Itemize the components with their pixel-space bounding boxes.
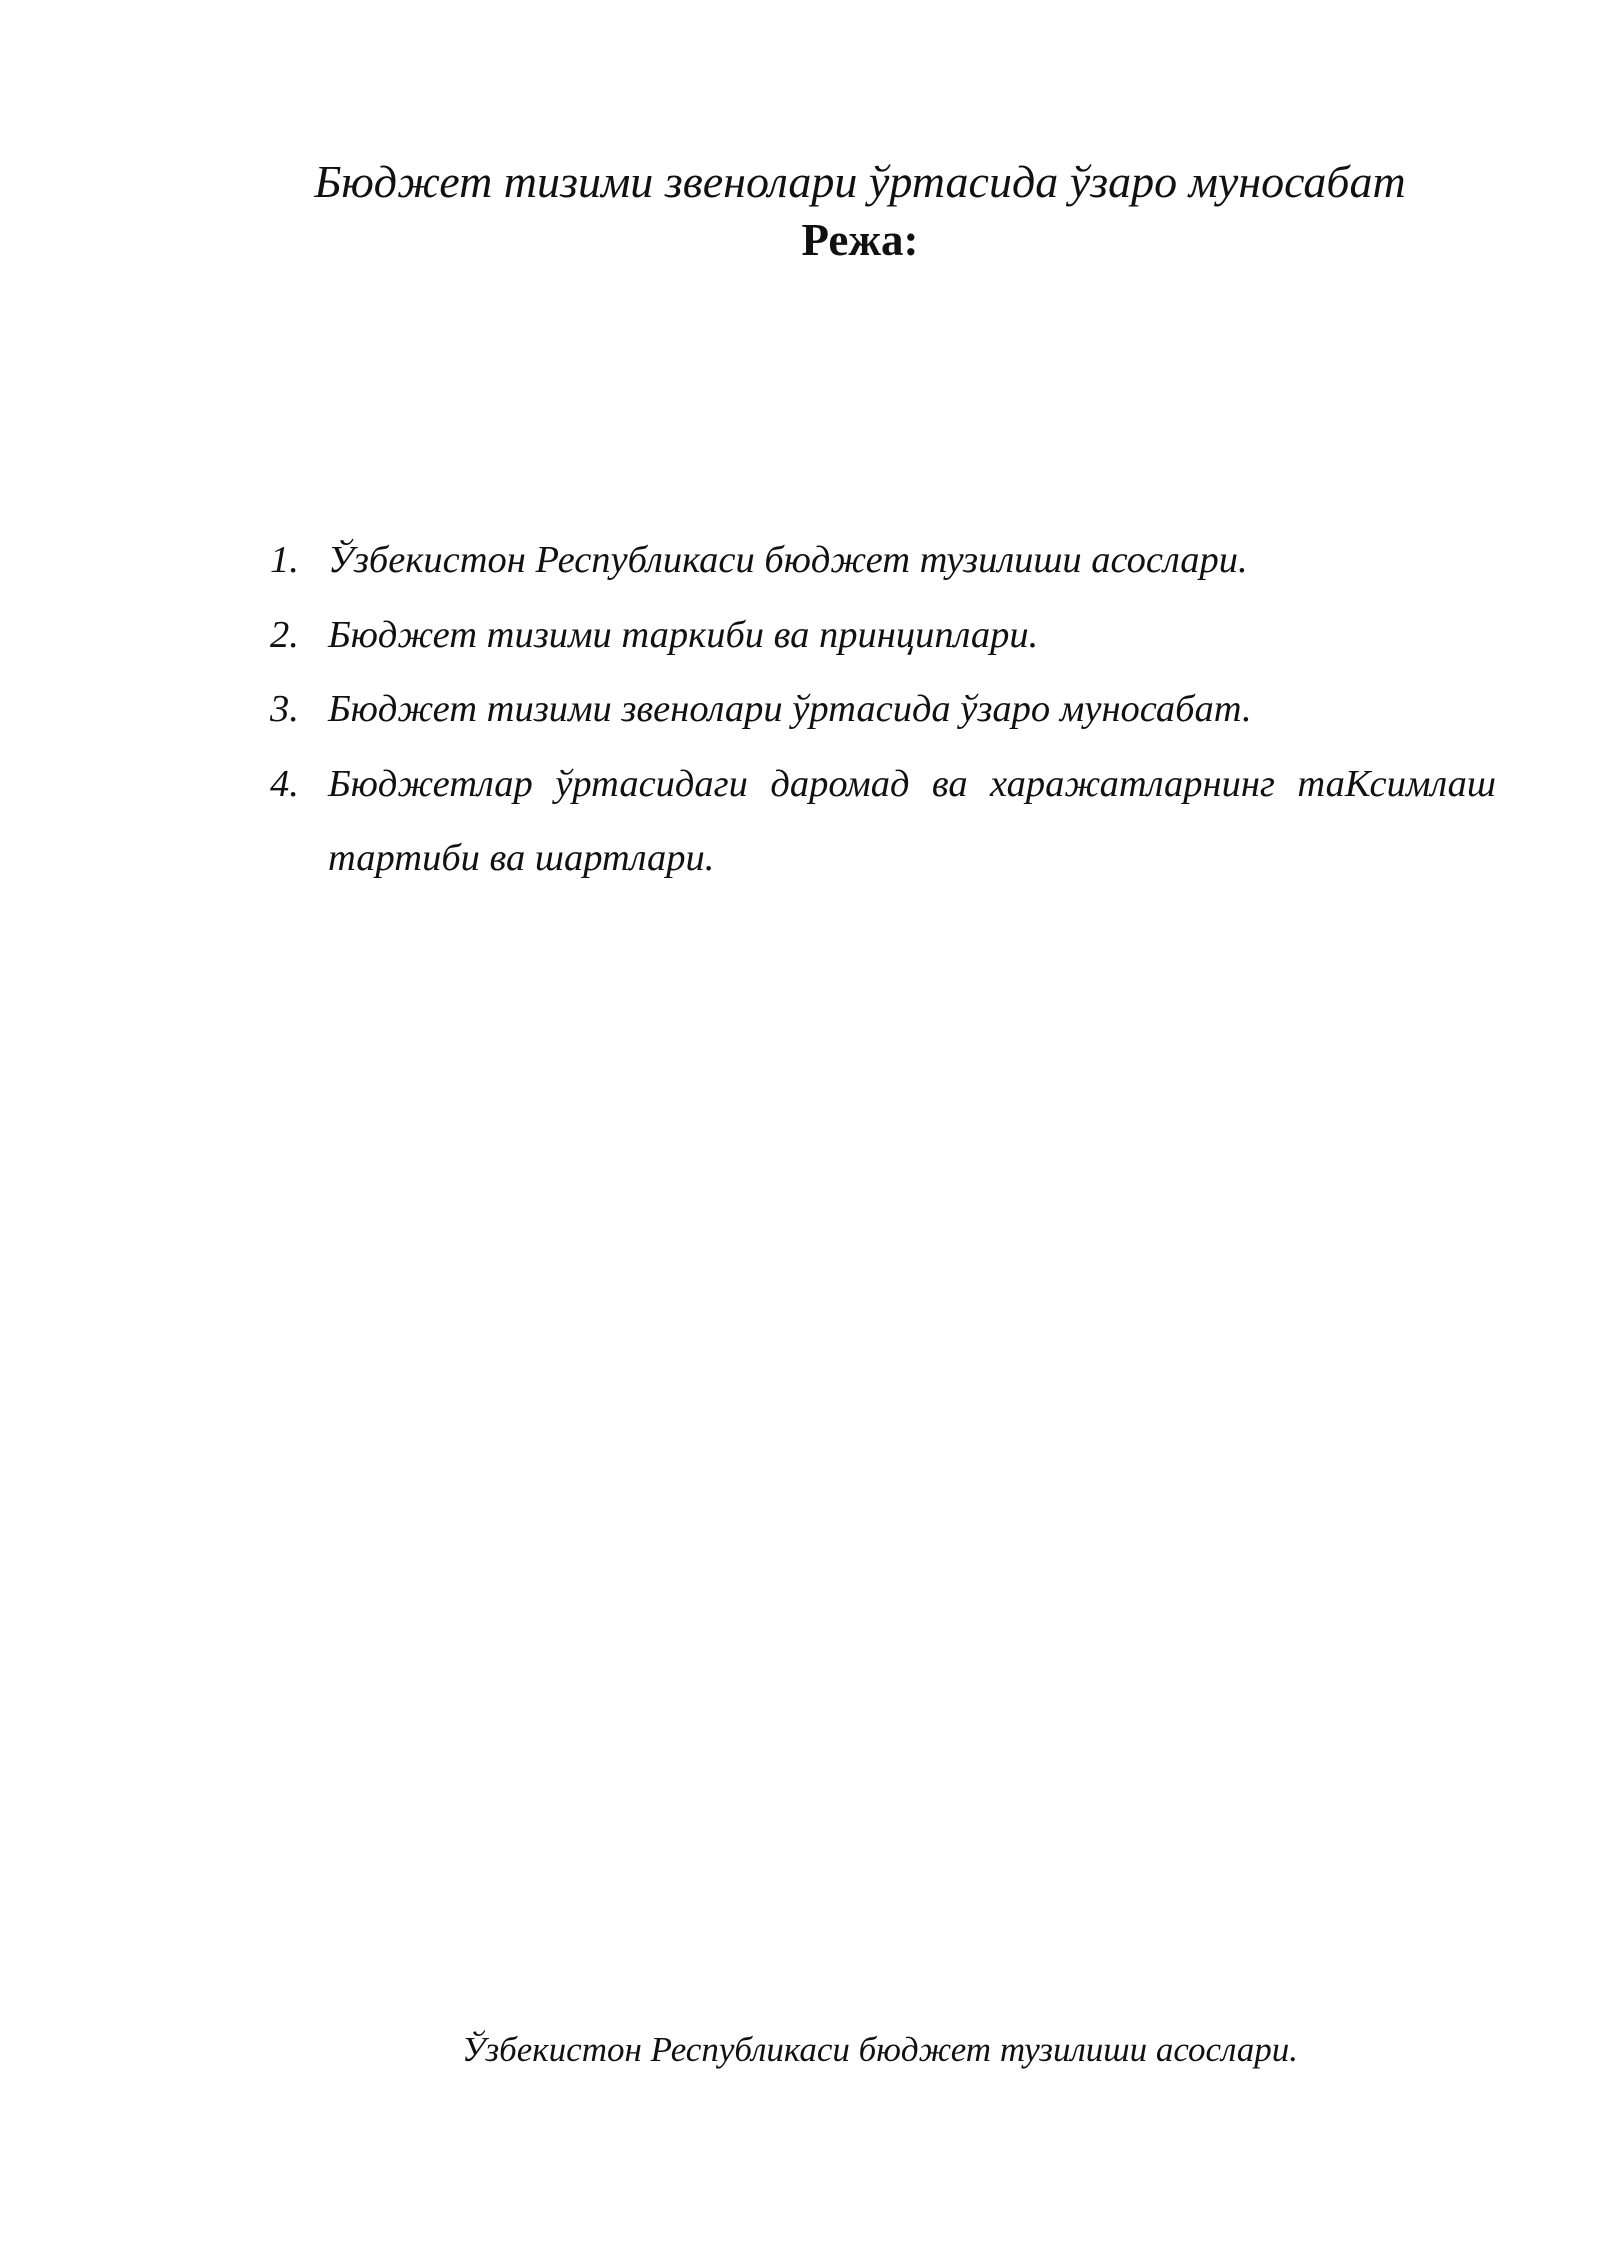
plan-item-text: Бюджет тизими звенолари ўртасида ўзаро муносабат. — [328, 688, 1252, 730]
document-title: Бюджет тизими звенолари ўртасида ўзаро муносабат — [314, 156, 1406, 207]
section-heading: Ўзбекистон Республикаси бюджет тузилиши асослари. — [461, 2030, 1299, 2069]
plan-item-2 — [270, 598, 1496, 673]
plan-item-number: 1. — [270, 539, 299, 581]
plan-item-number: 2. — [270, 613, 299, 656]
plan-heading: Режа: — [801, 215, 919, 265]
plan-item-number: 4. — [270, 762, 299, 805]
plan-item-4 — [270, 747, 1496, 896]
plan-item-text: Ўзбекистон Республикаси бюджет тузилиши асослари. — [328, 539, 1248, 581]
plan-list — [270, 523, 1496, 896]
plan-item-1 — [270, 523, 1496, 598]
plan-item-text: Бюджетлар ўртасидаги даромад ва харажатларнинг таКсимлаш тартиби ва шартлари. — [328, 762, 1496, 879]
plan-item-text: Бюджет тизими таркиби ва принциплари. — [328, 613, 1039, 656]
plan-item-3 — [270, 672, 1496, 747]
plan-item-number: 3. — [270, 688, 299, 730]
